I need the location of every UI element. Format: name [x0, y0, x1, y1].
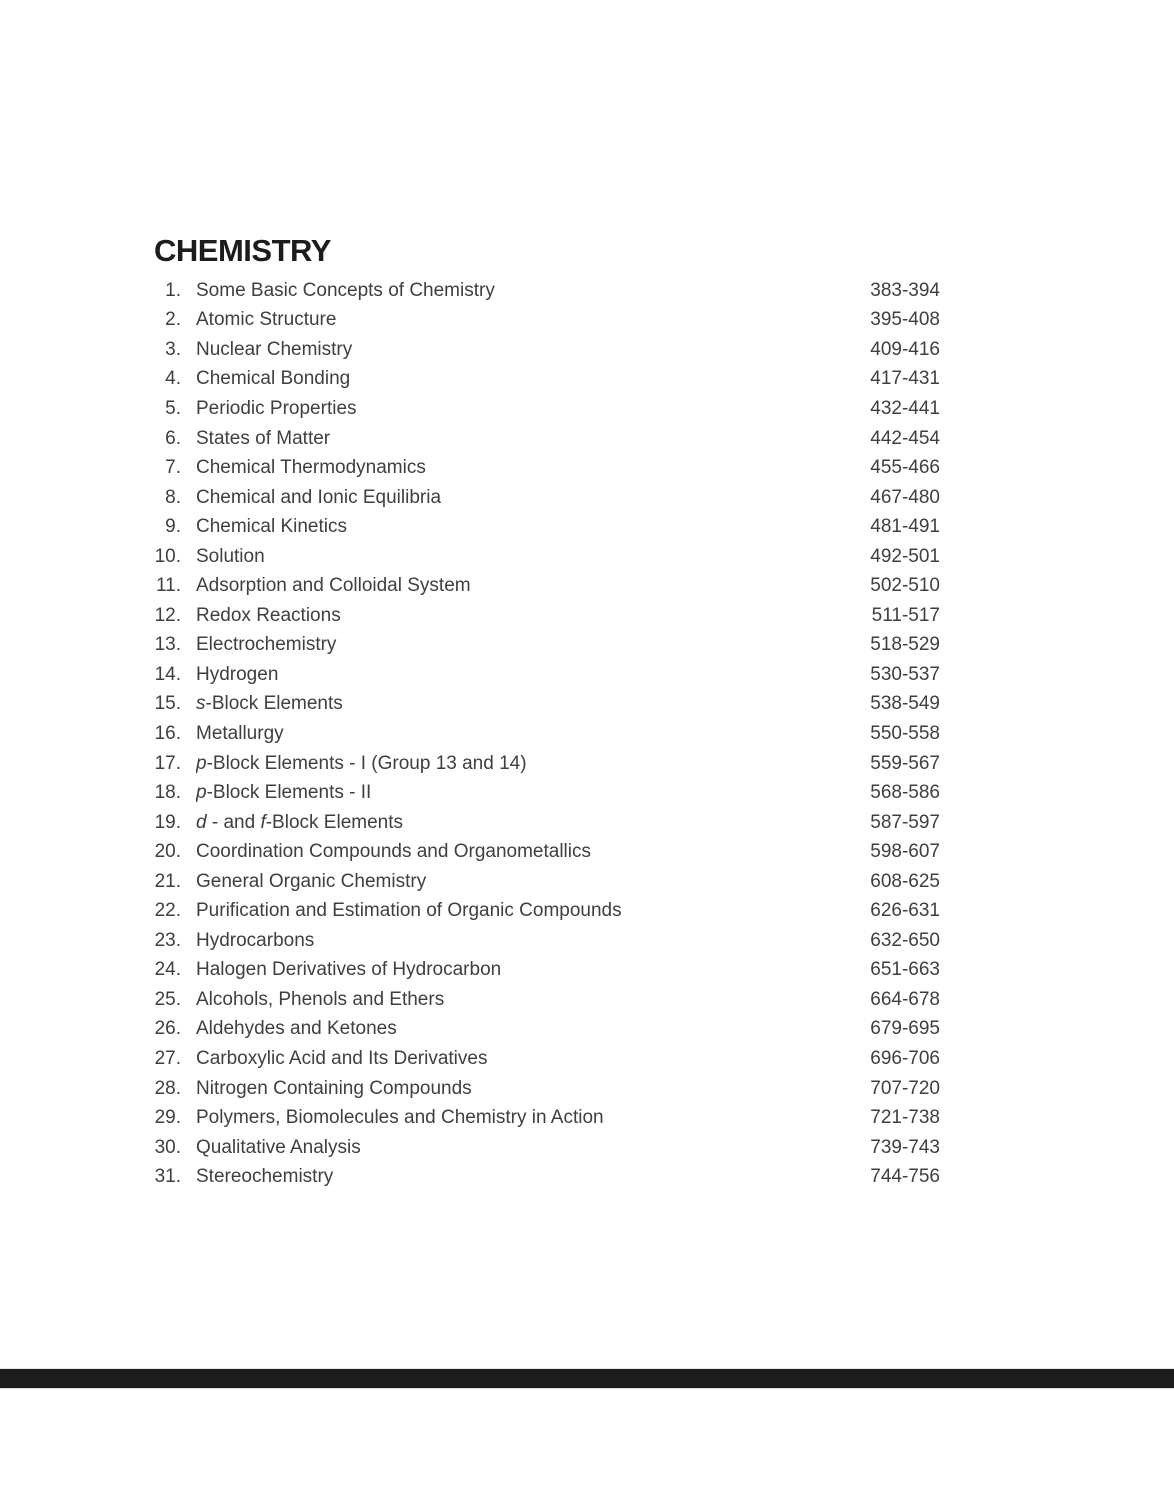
item-pages: 707-720	[870, 1077, 940, 1099]
item-title: Coordination Compounds and Organometallics	[196, 841, 592, 863]
item-pages: 417-431	[870, 368, 940, 390]
item-title: Adsorption and Colloidal System	[196, 575, 471, 597]
toc-row	[150, 1162, 940, 1192]
toc-row	[150, 837, 940, 867]
toc-row	[150, 335, 940, 365]
item-pages: 492-501	[870, 545, 940, 567]
item-title: Electrochemistry	[196, 634, 337, 656]
item-number: 17.	[154, 752, 181, 774]
item-number: 28.	[154, 1077, 181, 1099]
toc-row	[150, 542, 940, 572]
item-title: Chemical Thermodynamics	[196, 457, 426, 479]
item-pages: 518-529	[870, 634, 940, 656]
item-pages: 442-454	[870, 427, 940, 449]
toc-row	[150, 660, 940, 690]
item-title: Redox Reactions	[196, 604, 341, 626]
toc-row	[150, 926, 940, 956]
item-pages: 550-558	[870, 722, 940, 744]
item-pages: 538-549	[870, 693, 940, 715]
item-number: 5.	[165, 397, 181, 419]
item-title: Halogen Derivatives of Hydrocarbon	[196, 959, 502, 981]
item-title: Chemical Kinetics	[196, 516, 347, 538]
item-number: 29.	[154, 1107, 181, 1129]
item-pages: 679-695	[870, 1018, 940, 1040]
item-number: 12.	[154, 604, 181, 626]
item-number: 1.	[165, 279, 181, 301]
toc-row	[150, 1103, 940, 1133]
bottom-divider-bar	[0, 1369, 1174, 1388]
item-pages: 632-650	[870, 929, 940, 951]
item-pages: 626-631	[870, 900, 940, 922]
item-pages: 587-597	[870, 811, 940, 833]
item-title: Aldehydes and Ketones	[196, 1018, 397, 1040]
item-title: Chemical and Ionic Equilibria	[196, 486, 442, 508]
item-number: 11.	[155, 575, 181, 597]
item-number: 13.	[154, 634, 181, 656]
toc-row	[150, 512, 940, 542]
toc-row	[150, 896, 940, 926]
toc-row	[150, 1074, 940, 1104]
item-number: 16.	[154, 722, 181, 744]
item-number: 9.	[165, 516, 181, 538]
toc-row	[150, 453, 940, 483]
item-pages: 744-756	[870, 1166, 940, 1188]
item-title: Hydrogen	[196, 663, 279, 685]
item-title: Nuclear Chemistry	[196, 338, 353, 360]
item-number: 4.	[165, 368, 181, 390]
item-pages: 598-607	[870, 841, 940, 863]
toc-row	[150, 749, 940, 779]
item-title: Some Basic Concepts of Chemistry	[196, 279, 495, 301]
item-pages: 568-586	[870, 782, 940, 804]
item-pages: 664-678	[870, 988, 940, 1010]
toc-row	[150, 808, 940, 838]
item-title: Polymers, Biomolecules and Chemistry in Action	[196, 1107, 604, 1129]
toc-row	[150, 365, 940, 395]
item-number: 6.	[165, 427, 181, 449]
item-number: 30.	[154, 1136, 181, 1158]
item-title: Purification and Estimation of Organic Compounds	[196, 900, 622, 922]
toc-row	[150, 985, 940, 1015]
item-pages: 481-491	[870, 516, 940, 538]
item-pages: 696-706	[870, 1047, 940, 1069]
toc-row	[150, 276, 940, 306]
item-pages: 467-480	[870, 486, 940, 508]
item-number: 8.	[165, 486, 181, 508]
item-pages: 383-394	[870, 279, 940, 301]
toc-row	[150, 601, 940, 631]
item-pages: 530-537	[870, 663, 940, 685]
item-number: 24.	[154, 959, 181, 981]
item-title: Periodic Properties	[196, 397, 357, 419]
toc-row	[150, 631, 940, 661]
item-number: 18.	[154, 782, 181, 804]
item-number: 21.	[154, 870, 181, 892]
page-title: CHEMISTRY	[154, 233, 331, 268]
item-title: p-Block Elements - II	[196, 782, 372, 804]
item-title: d - and f-Block Elements	[196, 811, 404, 833]
toc-row	[150, 719, 940, 749]
toc-row	[150, 956, 940, 986]
item-pages: 511-517	[871, 604, 940, 626]
item-pages: 432-441	[870, 397, 940, 419]
item-number: 2.	[165, 309, 181, 331]
item-title: Hydrocarbons	[196, 929, 315, 951]
item-number: 27.	[154, 1047, 181, 1069]
item-title: Metallurgy	[196, 722, 284, 744]
item-title: p-Block Elements - I (Group 13 and 14)	[196, 752, 527, 774]
toc-row	[150, 778, 940, 808]
item-title: States of Matter	[196, 427, 331, 449]
item-pages: 559-567	[870, 752, 940, 774]
item-number: 3.	[165, 338, 181, 360]
item-title: s-Block Elements	[196, 693, 343, 715]
item-title: Stereochemistry	[196, 1166, 334, 1188]
item-pages: 651-663	[870, 959, 940, 981]
item-pages: 409-416	[870, 338, 940, 360]
item-title: Solution	[196, 545, 265, 567]
item-title: Atomic Structure	[196, 309, 337, 331]
item-pages: 608-625	[870, 870, 940, 892]
item-number: 20.	[154, 841, 181, 863]
toc-row	[150, 1015, 940, 1045]
item-title: Chemical Bonding	[196, 368, 351, 390]
item-number: 31.	[154, 1166, 181, 1188]
item-title: Alcohols, Phenols and Ethers	[196, 988, 445, 1010]
toc-row	[150, 867, 940, 897]
item-number: 15.	[154, 693, 181, 715]
item-pages: 455-466	[870, 457, 940, 479]
toc-row	[150, 1044, 940, 1074]
item-number: 23.	[154, 929, 181, 951]
toc-list	[150, 276, 940, 1192]
toc-row	[150, 306, 940, 336]
item-number: 25.	[154, 988, 181, 1010]
toc-row	[150, 571, 940, 601]
toc-row	[150, 424, 940, 454]
toc-row	[150, 483, 940, 513]
item-number: 7.	[165, 457, 181, 479]
item-number: 22.	[154, 900, 181, 922]
item-number: 14.	[154, 663, 181, 685]
item-pages: 502-510	[870, 575, 940, 597]
item-number: 10.	[154, 545, 181, 567]
toc-row	[150, 1133, 940, 1163]
item-number: 19.	[154, 811, 181, 833]
item-pages: 721-738	[870, 1107, 940, 1129]
toc-row	[150, 690, 940, 720]
item-title: Carboxylic Acid and Its Derivatives	[196, 1047, 488, 1069]
item-title: Qualitative Analysis	[196, 1136, 361, 1158]
item-number: 26.	[154, 1018, 181, 1040]
item-pages: 739-743	[870, 1136, 940, 1158]
item-pages: 395-408	[870, 309, 940, 331]
item-title: General Organic Chemistry	[196, 870, 427, 892]
toc-row	[150, 394, 940, 424]
item-title: Nitrogen Containing Compounds	[196, 1077, 472, 1099]
